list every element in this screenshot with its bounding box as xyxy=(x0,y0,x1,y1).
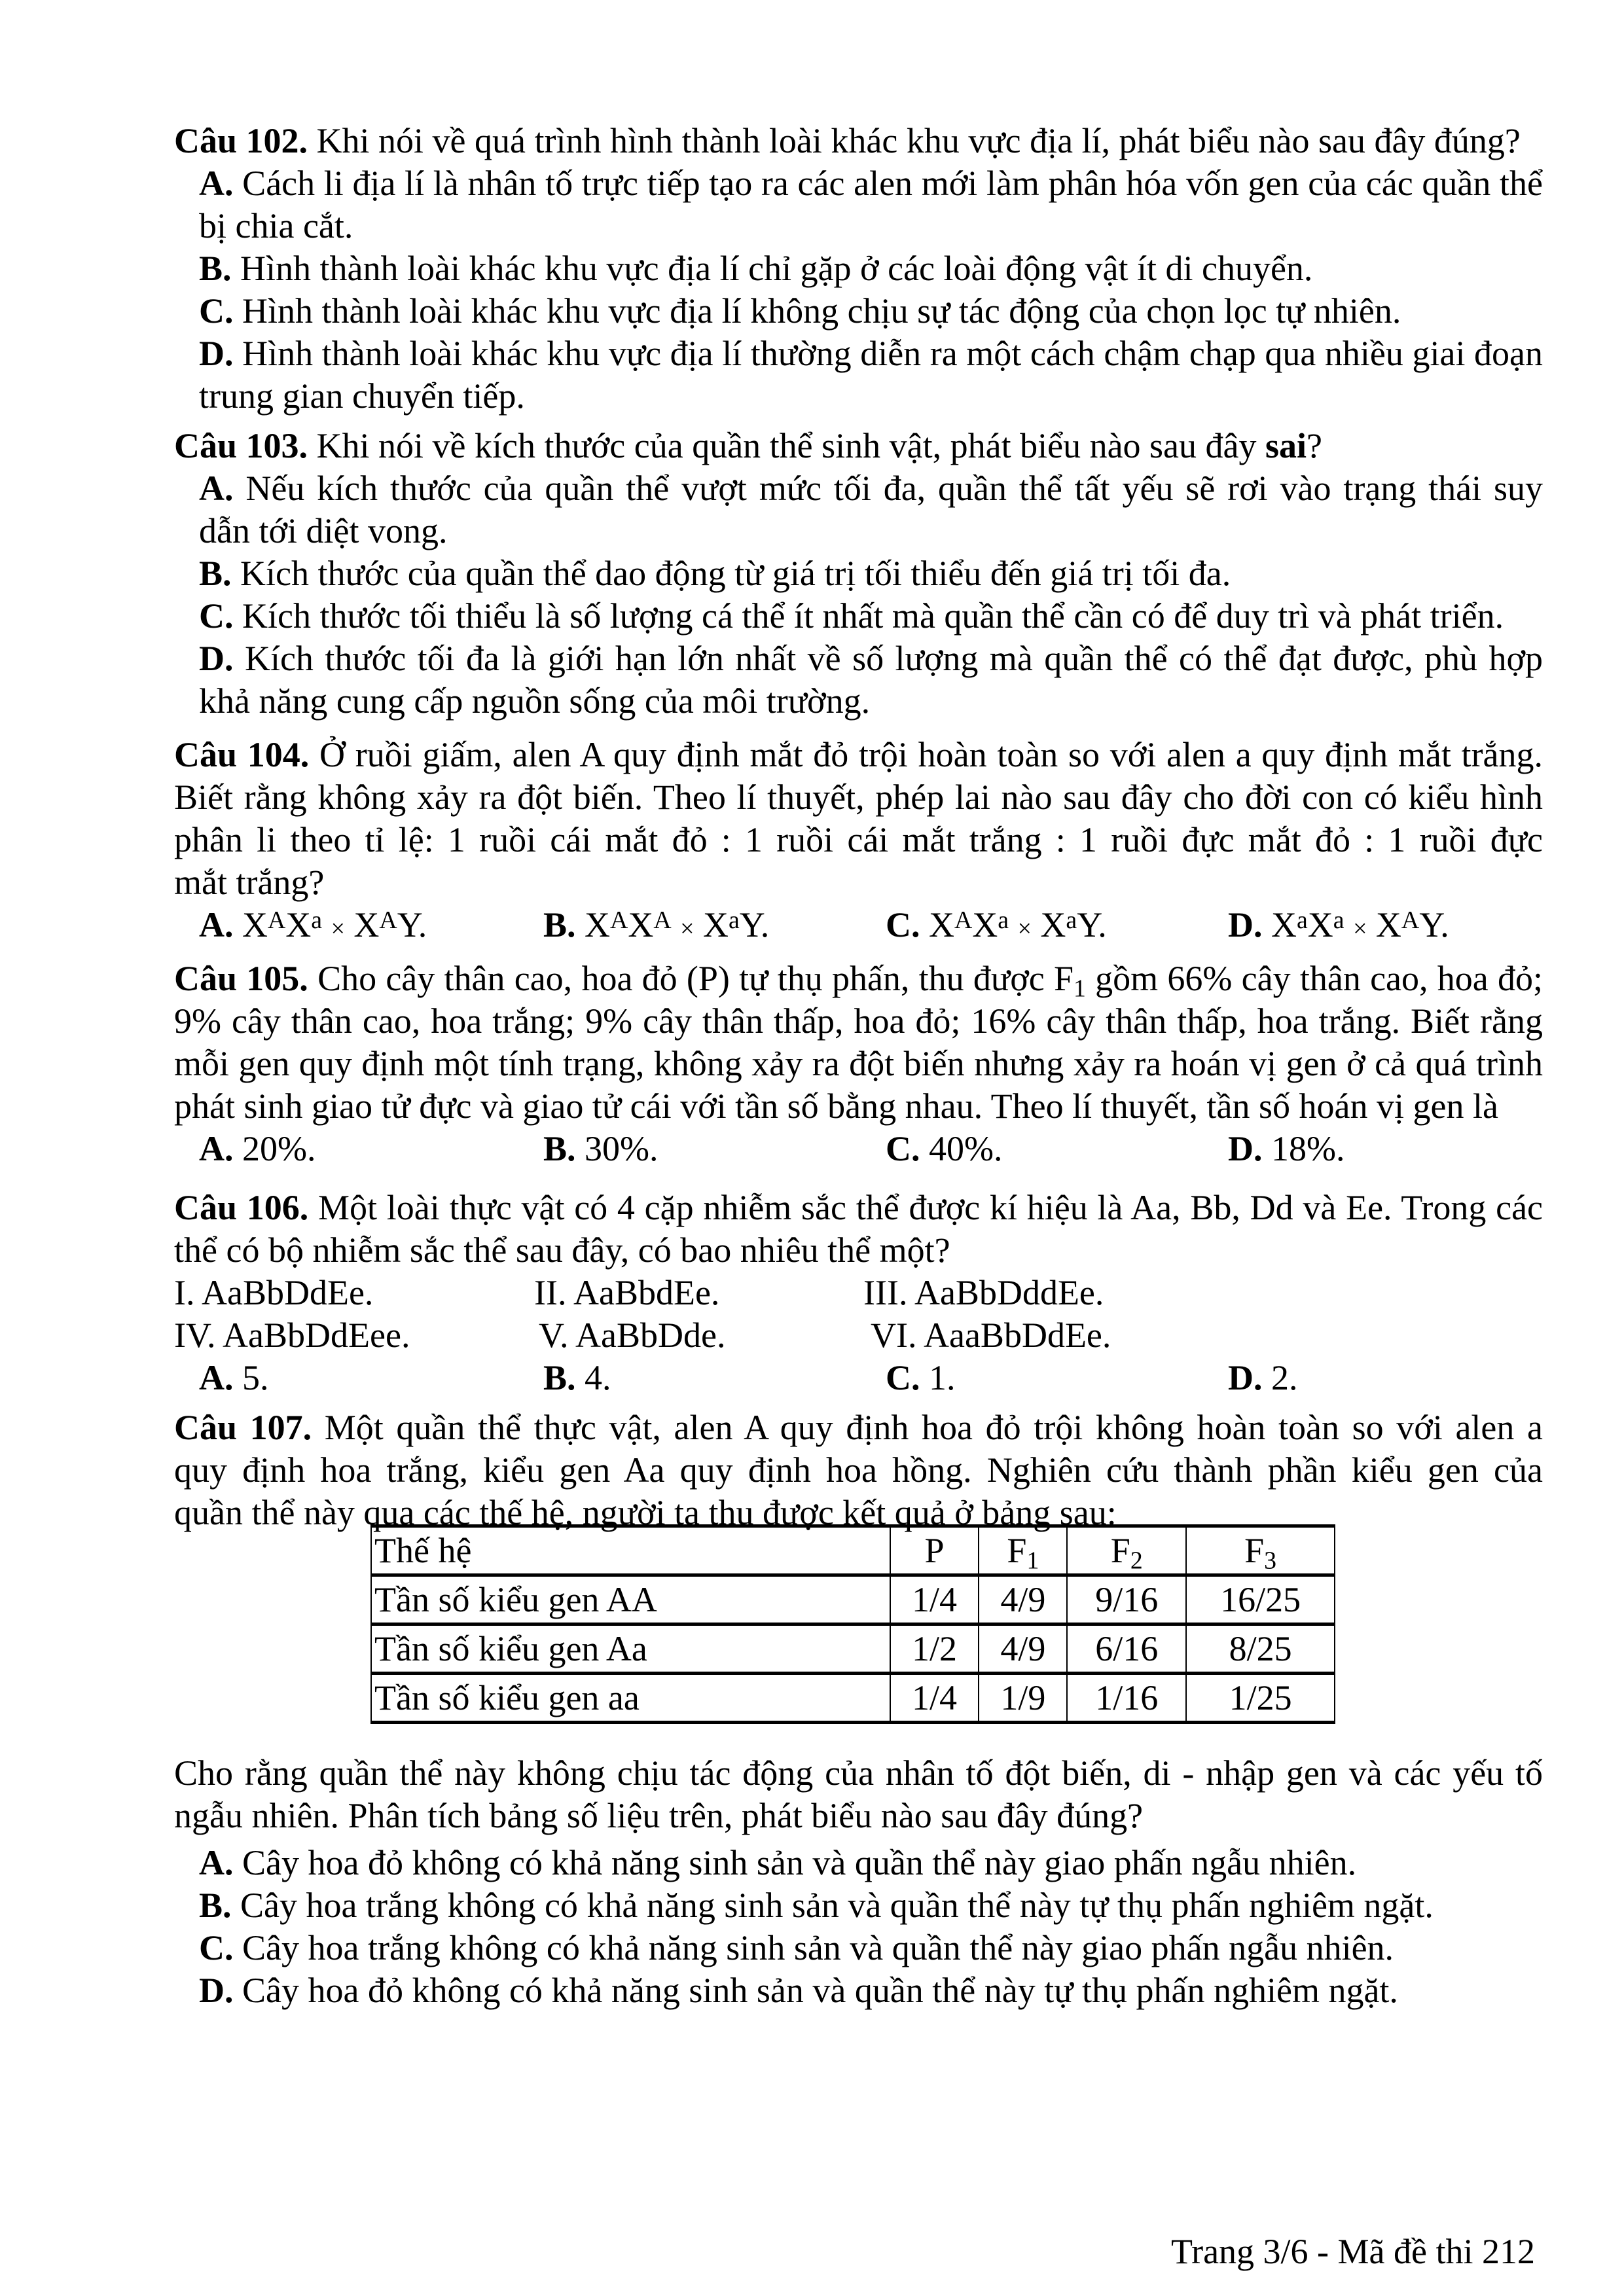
option-d-cont: trung gian chuyển tiếp. xyxy=(199,376,525,416)
options-row xyxy=(174,1357,1543,1399)
question-stem: Một quần thể thực vật, alen A quy định hoa đỏ trội không hoàn toàn so với alen a xyxy=(324,1408,1543,1447)
table-cell: 6/16 xyxy=(1067,1624,1186,1674)
allele: A xyxy=(653,906,672,934)
option-text: 1. xyxy=(920,1358,956,1397)
table-row xyxy=(371,1575,1335,1624)
question-stem-line: phân li theo tỉ lệ: 1 ruồi cái mắt đỏ : 1 ruồi cái mắt trắng : 1 ruồi đực mắt đỏ : 1 ruồi đực xyxy=(174,820,1543,859)
genotype-item: I. AaBbDdEe. xyxy=(174,1273,374,1312)
option-c xyxy=(886,904,1107,950)
option-a xyxy=(199,1357,269,1399)
option-text: Cây hoa đỏ không có khả năng sinh sản và quần thể này tự thụ phấn nghiêm ngặt. xyxy=(233,1971,1398,2010)
question-stem: Khi nói về quá trình hình thành loài khác khu vực địa lí, phát biểu nào sau đây đúng? xyxy=(316,121,1521,160)
genotype-frequency-table xyxy=(370,1524,1335,1724)
y-chromosome: Y xyxy=(397,905,418,944)
option-label: D. xyxy=(199,639,234,678)
question-105 xyxy=(174,958,1543,1170)
option-text: 5. xyxy=(233,1358,269,1397)
table-header-cell: Thế hệ xyxy=(371,1526,890,1575)
x-chromosome: X xyxy=(972,905,998,944)
question-stem-line: mỗi gen quy định một tính trạng, không xảy ra đột biến nhưng xảy ra hoán vị gen ở cả quá trình xyxy=(174,1044,1543,1083)
option-b xyxy=(543,1128,659,1170)
cross-sign: × xyxy=(1017,915,1032,942)
option-text: Cây hoa đỏ không có khả năng sinh sản và quần thể này giao phấn ngẫu nhiên. xyxy=(233,1843,1357,1882)
question-stem-line: Biết rằng không xảy ra đột biến. Theo lí thuyết, phép lai nào sau đây cho đời con có kiểu hình xyxy=(174,778,1543,817)
allele: A xyxy=(1401,906,1420,934)
table-cell: 1/16 xyxy=(1067,1674,1186,1723)
allele: a xyxy=(728,906,740,934)
option-label: D. xyxy=(1228,1358,1263,1397)
options-row xyxy=(174,1128,1543,1170)
option-c xyxy=(199,1927,1543,1969)
x-chromosome: X xyxy=(1040,905,1066,944)
options-row xyxy=(174,904,1543,946)
question-106 xyxy=(174,1187,1543,1399)
allele: a xyxy=(1297,906,1308,934)
option-label: B. xyxy=(543,1129,576,1168)
table-cell: 16/25 xyxy=(1186,1575,1335,1624)
question-stem-line: thể có bộ nhiễm sắc thể sau đây, có bao nhiêu thể một? xyxy=(174,1230,950,1270)
option-a-cont: dẫn tới diệt vong. xyxy=(199,511,448,550)
table-cell: 1/2 xyxy=(890,1624,979,1674)
question-stem-line: 9% cây thân cao, hoa trắng; 9% cây thân thấp, hoa đỏ; 16% cây thân thấp, hoa trắng. Biết rằng xyxy=(174,1001,1543,1041)
question-stem-line: ngẫu nhiên. Phân tích bảng số liệu trên, phát biểu nào sau đây đúng? xyxy=(174,1796,1144,1835)
option-d xyxy=(199,637,1543,680)
option-label: C. xyxy=(199,1928,234,1967)
x-chromosome: X xyxy=(585,905,611,944)
table-cell: 8/25 xyxy=(1186,1624,1335,1674)
cross-sign: × xyxy=(680,915,695,942)
option-d xyxy=(1228,1128,1344,1170)
x-chromosome: X xyxy=(1375,905,1401,944)
table-header-cell: $F_3$ xyxy=(1186,1526,1335,1575)
question-stem: gồm 66% cây thân cao, hoa đỏ; xyxy=(1085,959,1543,998)
option-a xyxy=(199,1128,316,1170)
option-label: B. xyxy=(199,1886,232,1925)
option-text: Hình thành loài khác khu vực địa lí chỉ gặp ở các loài động vật ít di chuyển. xyxy=(240,249,1313,288)
option-a-cont: bị chia cắt. xyxy=(199,206,353,245)
option-label: A. xyxy=(199,1358,234,1397)
option-d xyxy=(199,332,1543,375)
allele: A xyxy=(268,906,286,934)
question-label: Câu 102. xyxy=(174,121,308,160)
generation-subscript: 1 xyxy=(1074,975,1086,1000)
option-a xyxy=(199,467,1543,510)
option-label: B. xyxy=(199,554,232,593)
period: . xyxy=(760,905,770,944)
option-d xyxy=(199,1969,1543,2012)
question-103 xyxy=(174,425,1543,723)
table-row-label: Tần số kiểu gen AA xyxy=(371,1575,890,1624)
option-label: D. xyxy=(1228,905,1263,944)
genotype-item: II. AaBbdEe. xyxy=(534,1273,720,1312)
option-label: D. xyxy=(199,1971,234,2010)
x-chromosome: X xyxy=(1307,905,1333,944)
option-label: B. xyxy=(199,249,232,288)
genotype-row xyxy=(174,1272,1543,1314)
option-text: Nếu kích thước của quần thể vượt mức tối đa, quần thể tất yếu sẽ rơi vào trạng thái suy xyxy=(245,469,1543,508)
option-b xyxy=(199,1884,1543,1927)
table-header-row xyxy=(371,1526,1335,1575)
question-stem-line: quy định hoa trắng, kiểu gen Aa quy định hoa hồng. Nghiên cứu thành phần kiểu gen của xyxy=(174,1450,1543,1490)
option-label: D. xyxy=(1228,1129,1263,1168)
question-stem-line: phát sinh giao tử đực và giao tử cái với tần số bằng nhau. Theo lí thuyết, tần số hoán vị gen là xyxy=(174,1086,1498,1126)
genotype-item: III. AaBbDddEe. xyxy=(863,1273,1104,1312)
period: . xyxy=(1440,905,1449,944)
table-cell: 1/25 xyxy=(1186,1674,1335,1723)
question-label: Câu 103. xyxy=(174,426,308,465)
y-chromosome: Y xyxy=(739,905,761,944)
option-label: A. xyxy=(199,1129,234,1168)
option-text: Kích thước tối thiểu là số lượng cá thể ít nhất mà quần thể cần có để duy trì và phát triển. xyxy=(242,596,1504,636)
option-label: A. xyxy=(199,469,234,508)
period: . xyxy=(1098,905,1107,944)
table-cell: 1/4 xyxy=(890,1674,979,1723)
option-label: C. xyxy=(886,1358,920,1397)
genotype-item: V. AaBbDde. xyxy=(539,1316,726,1355)
question-stem: Cho cây thân cao, hoa đỏ (P) tự thụ phấn, thu được F xyxy=(317,959,1074,998)
question-stem-line: mắt trắng? xyxy=(174,863,325,902)
table-cell: 4/9 xyxy=(979,1575,1067,1624)
option-label: A. xyxy=(199,1843,234,1882)
option-text: 2. xyxy=(1262,1358,1298,1397)
option-text: Cách li địa lí là nhân tố trực tiếp tạo ra các alen mới làm phân hóa vốn gen của các quần thể xyxy=(242,164,1543,203)
table-row xyxy=(371,1674,1335,1723)
x-chromosome: X xyxy=(929,905,954,944)
y-chromosome: Y xyxy=(1077,905,1098,944)
table-header-cell: $F_2$ xyxy=(1067,1526,1186,1575)
x-chromosome: X xyxy=(1271,905,1297,944)
allele: a xyxy=(998,906,1009,934)
allele: A xyxy=(610,906,628,934)
allele: a xyxy=(311,906,323,934)
option-text: Cây hoa trắng không có khả năng sinh sản và quần thể này tự thụ phấn nghiêm ngặt. xyxy=(231,1886,1434,1925)
cross-sign: × xyxy=(1353,915,1367,942)
option-a xyxy=(199,904,427,950)
option-label: A. xyxy=(199,164,234,203)
option-label: A. xyxy=(199,905,234,944)
allele: a xyxy=(1333,906,1344,934)
table-cell: 9/16 xyxy=(1067,1575,1186,1624)
question-104 xyxy=(174,734,1543,946)
option-d xyxy=(1228,904,1449,950)
table-header-cell: P xyxy=(890,1526,979,1575)
option-a xyxy=(199,162,1543,205)
option-text: Kích thước của quần thể dao động từ giá trị tối thiểu đến giá trị tối đa. xyxy=(240,554,1231,593)
option-b xyxy=(543,904,769,950)
allele: A xyxy=(954,906,973,934)
table-cell: 1/4 xyxy=(890,1575,979,1624)
option-b xyxy=(543,1357,611,1399)
question-label: Câu 106. xyxy=(174,1188,309,1227)
y-chromosome: Y xyxy=(1419,905,1441,944)
option-c xyxy=(199,595,1543,637)
option-label: C. xyxy=(199,291,234,331)
option-label: B. xyxy=(543,905,576,944)
option-label: C. xyxy=(886,905,920,944)
question-102 xyxy=(174,120,1543,418)
option-text: Kích thước tối đa là giới hạn lớn nhất về số lượng mà quần thể có thể đạt được, phù hợp xyxy=(244,639,1543,678)
table-header-cell: $F_1$ xyxy=(979,1526,1067,1575)
option-d-cont: khả năng cung cấp nguồn sống của môi trường. xyxy=(199,681,871,721)
table-cell: 4/9 xyxy=(979,1624,1067,1674)
cross-sign: × xyxy=(331,915,345,942)
option-label: C. xyxy=(199,596,234,636)
genotype-row xyxy=(174,1314,1543,1357)
question-stem: Ở ruồi giấm, alen A quy định mắt đỏ trội hoàn toàn so với alen a quy định mắt trắng. xyxy=(319,735,1543,774)
period: . xyxy=(418,905,427,944)
table-row xyxy=(371,1624,1335,1674)
option-b xyxy=(199,247,1543,290)
question-stem-line: Cho rằng quần thể này không chịu tác động của nhân tố đột biến, di - nhập gen và các yếu tố xyxy=(174,1753,1543,1793)
option-text: 18%. xyxy=(1262,1129,1345,1168)
x-chromosome: X xyxy=(353,905,380,944)
question-107 xyxy=(174,1407,1543,1534)
option-text: 4. xyxy=(575,1358,611,1397)
option-text: 30%. xyxy=(575,1129,659,1168)
question-stem-end: ? xyxy=(1307,426,1322,465)
genotype-item: IV. AaBbDdEee. xyxy=(174,1316,410,1355)
question-stem-emphasis: sai xyxy=(1265,426,1307,465)
option-a xyxy=(199,1842,1543,1884)
option-text: Cây hoa trắng không có khả năng sinh sản và quần thể này giao phấn ngẫu nhiên. xyxy=(233,1928,1394,1967)
option-c xyxy=(199,290,1543,332)
option-d xyxy=(1228,1357,1298,1399)
option-text: 40%. xyxy=(920,1129,1003,1168)
option-text: Hình thành loài khác khu vực địa lí thường diễn ra một cách chậm chạp qua nhiều giai đoạn xyxy=(242,334,1543,373)
question-label: Câu 107. xyxy=(174,1408,312,1447)
option-label: D. xyxy=(199,334,234,373)
question-stem: Một loài thực vật có 4 cặp nhiễm sắc thể được kí hiệu là Aa, Bb, Dd và Ee. Trong các xyxy=(318,1188,1543,1227)
question-label: Câu 105. xyxy=(174,959,308,998)
option-text: Hình thành loài khác khu vực địa lí không chịu sự tác động của chọn lọc tự nhiên. xyxy=(242,291,1401,331)
question-stem: Khi nói về kích thước của quần thể sinh vật, phát biểu nào sau đây xyxy=(316,426,1265,465)
option-text: 20%. xyxy=(233,1129,316,1168)
option-c xyxy=(886,1357,956,1399)
x-chromosome: X xyxy=(242,905,268,944)
x-chromosome: X xyxy=(285,905,312,944)
option-b xyxy=(199,552,1543,595)
page-footer: Trang 3/6 - Mã đề thi 212 xyxy=(1171,2232,1535,2271)
option-label: B. xyxy=(543,1358,576,1397)
table-row-label: Tần số kiểu gen Aa xyxy=(371,1624,890,1674)
allele: A xyxy=(379,906,397,934)
genotype-item: VI. AaaBbDdEe. xyxy=(871,1316,1111,1355)
question-107-continued xyxy=(174,1752,1543,2012)
question-label: Câu 104. xyxy=(174,735,310,774)
option-c xyxy=(886,1128,1002,1170)
x-chromosome: X xyxy=(628,905,654,944)
table-row-label: Tần số kiểu gen aa xyxy=(371,1674,890,1723)
x-chromosome: X xyxy=(702,905,729,944)
option-label: C. xyxy=(886,1129,920,1168)
question-stem-line: quần thể này qua các thế hệ, người ta thu được kết quả ở bảng sau: xyxy=(174,1493,1117,1532)
allele: a xyxy=(1066,906,1077,934)
table-cell: 1/9 xyxy=(979,1674,1067,1723)
